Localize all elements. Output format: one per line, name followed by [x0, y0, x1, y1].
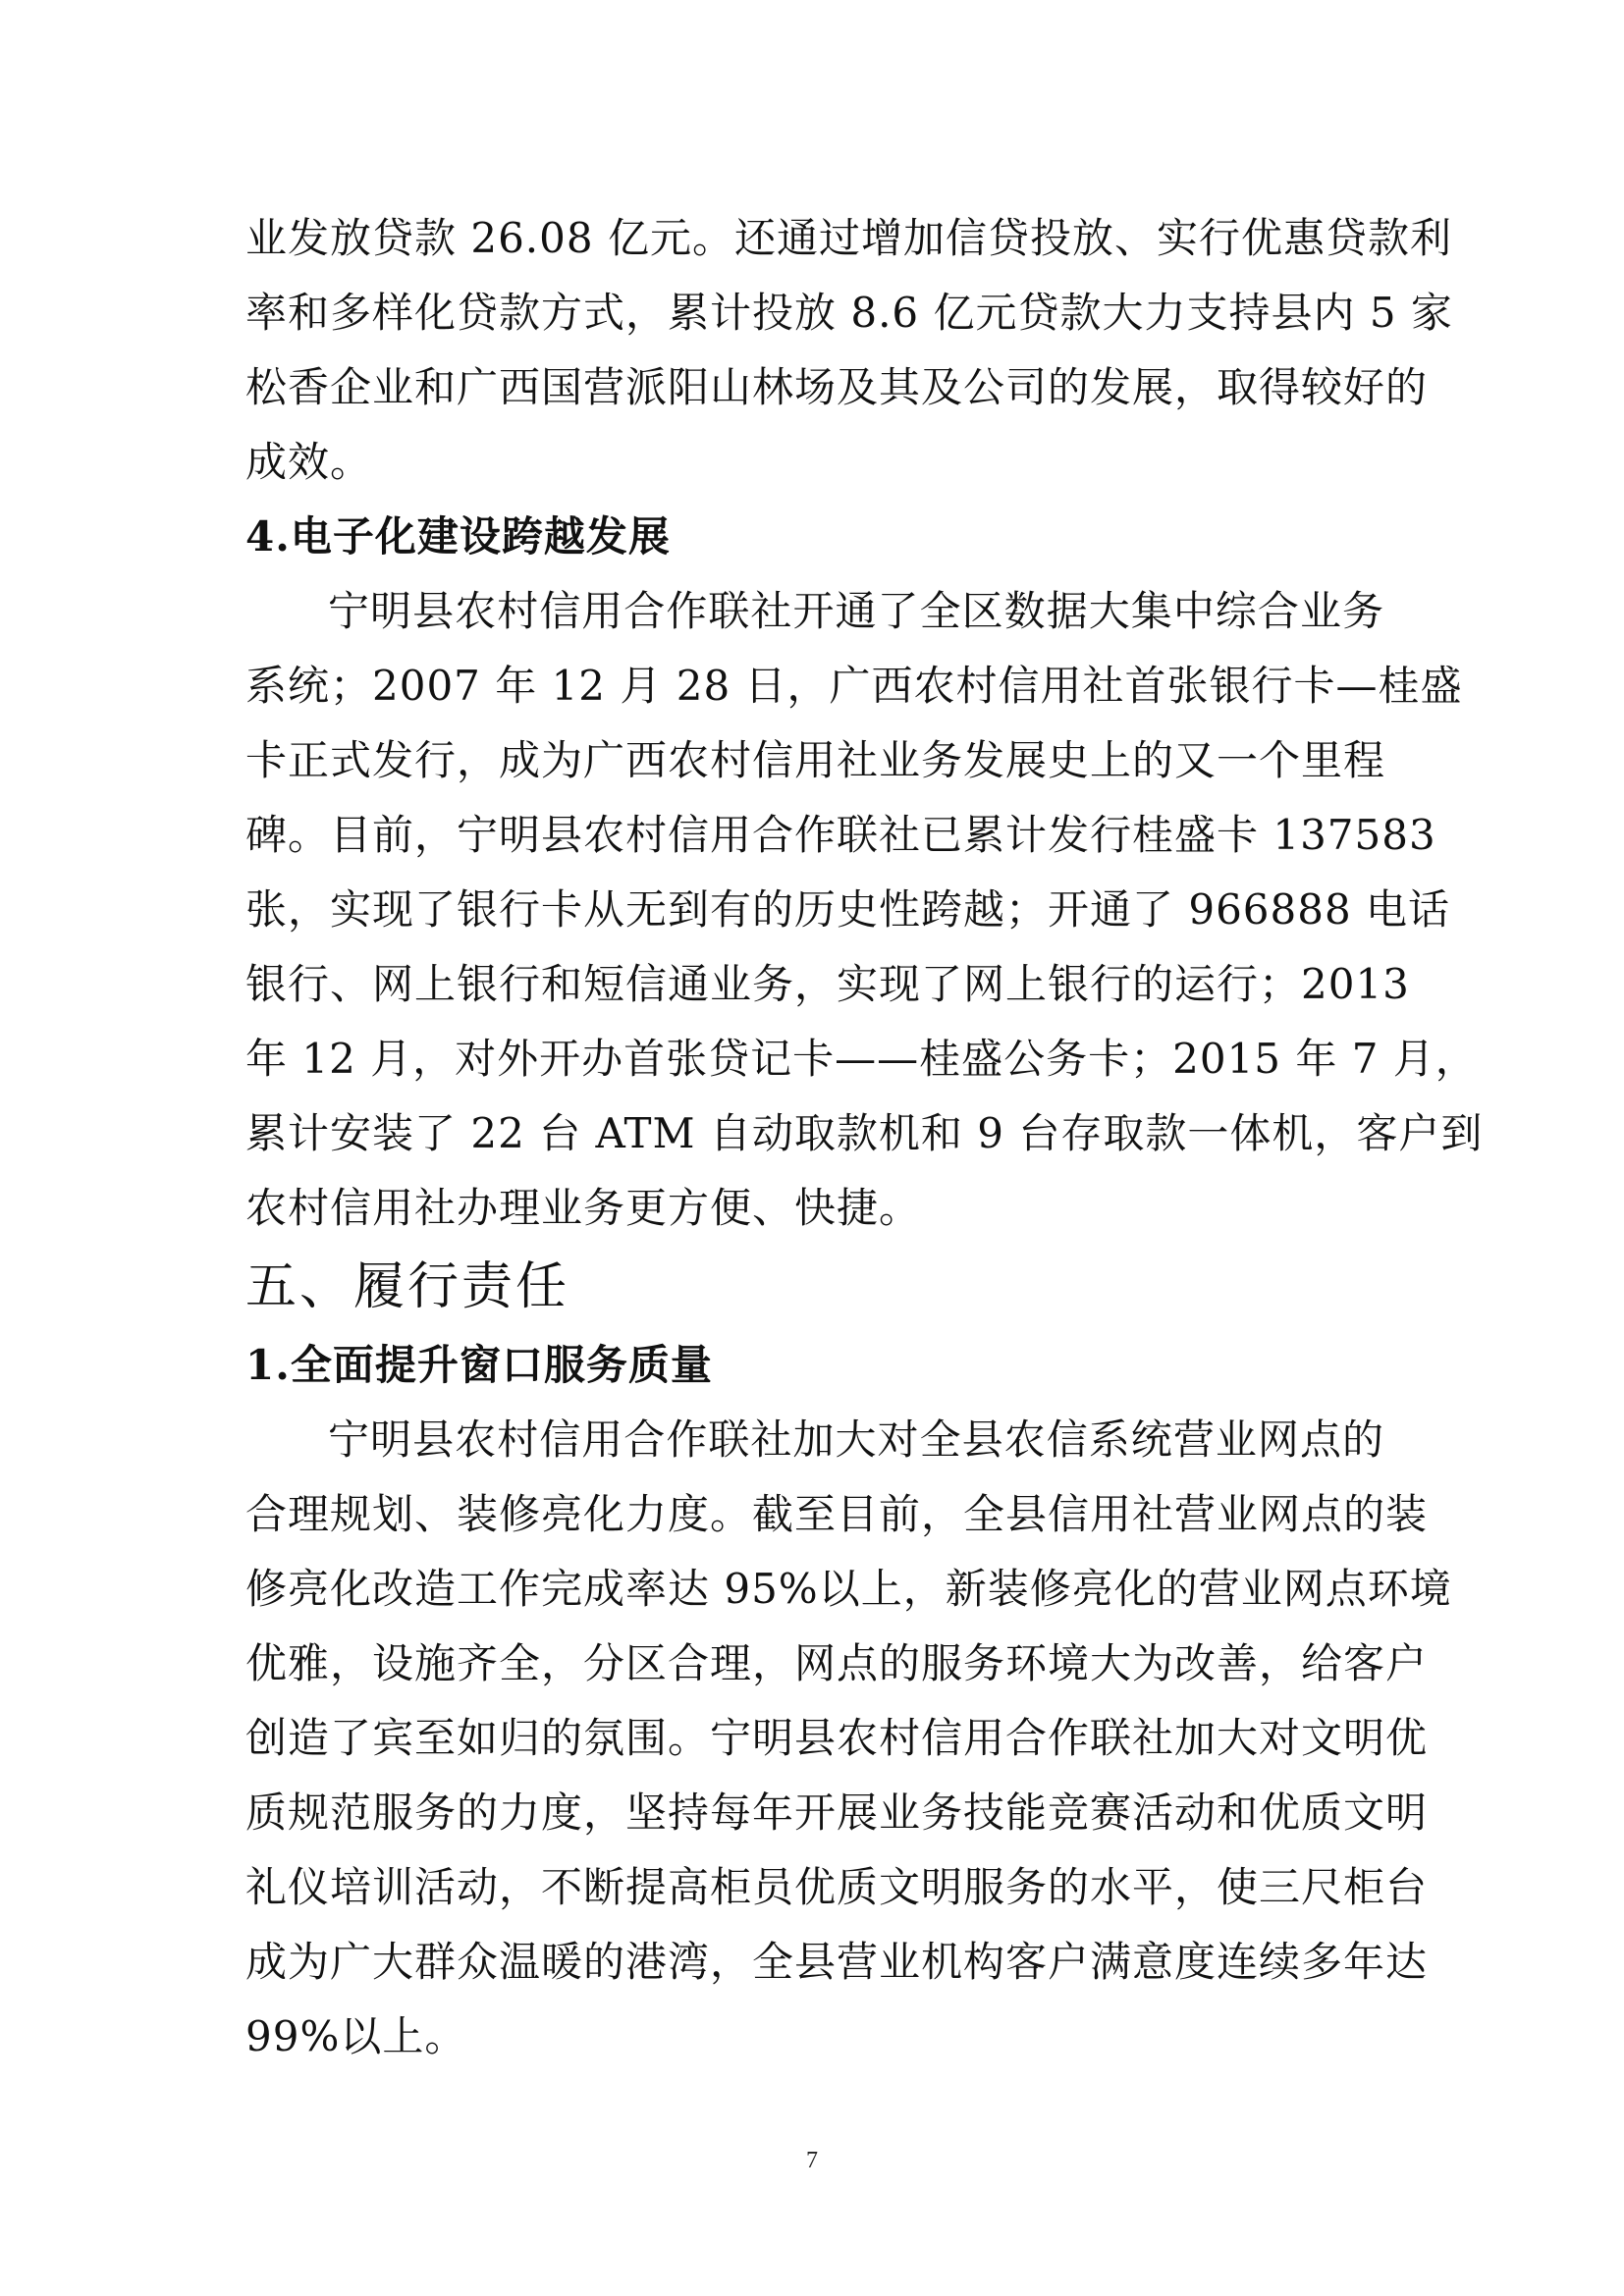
- body-line: 年 12 月，对外开办首张贷记卡——桂盛公务卡；2015 年 7 月，: [245, 1035, 1478, 1083]
- section-heading-fulfill-responsibility: 五、履行责任: [245, 1257, 570, 1316]
- subheading-electronic-construction: 4.电子化建设跨越发展: [245, 512, 671, 561]
- body-line: 创造了宾至如归的氛围。宁明县农村信用合作联社加大对文明优: [245, 1714, 1429, 1762]
- page-number: 7: [806, 2148, 818, 2173]
- body-line: 修亮化改造工作完成率达 95%以上，新装修亮化的营业网点环境: [245, 1565, 1452, 1613]
- page-content: [245, 201, 1484, 2074]
- body-line: 率和多样化贷款方式，累计投放 8.6 亿元贷款大力支持县内 5 家: [245, 289, 1453, 337]
- body-line: 质规范服务的力度，坚持每年开展业务技能竞赛活动和优质文明: [245, 1789, 1429, 1837]
- paragraph-first-line: 宁明县农村信用合作联社开通了全区数据大集中综合业务: [328, 587, 1384, 635]
- body-line: 银行、网上银行和短信通业务，实现了网上银行的运行；2013: [245, 960, 1410, 1008]
- body-line: 卡正式发行，成为广西农村信用社业务发展史上的又一个里程: [245, 736, 1386, 784]
- body-line: 农村信用社办理业务更方便、快捷。: [245, 1184, 922, 1232]
- body-line: 合理规划、装修亮化力度。截至目前，全县信用社营业网点的装: [245, 1490, 1429, 1538]
- paragraph-first-line: 宁明县农村信用合作联社加大对全县农信系统营业网点的: [328, 1415, 1384, 1464]
- body-line: 张，实现了银行卡从无到有的历史性跨越；开通了 966888 电话: [245, 885, 1451, 934]
- body-line: 系统；2007 年 12 月 28 日，广西农村信用社首张银行卡—桂盛: [245, 662, 1463, 710]
- body-line: 99%以上。: [245, 2012, 467, 2060]
- body-line: 优雅，设施齐全，分区合理，网点的服务环境大为改善，给客户: [245, 1639, 1429, 1687]
- body-line: 累计安装了 22 台 ATM 自动取款机和 9 台存取款一体机，客户到: [245, 1109, 1484, 1157]
- body-line: 成效。: [245, 438, 373, 486]
- subheading-window-service: 1.全面提升窗口服务质量: [245, 1341, 713, 1389]
- body-line: 业发放贷款 26.08 亿元。还通过增加信贷投放、实行优惠贷款利: [245, 214, 1452, 262]
- body-line: 成为广大群众温暖的港湾，全县营业机构客户满意度连续多年达: [245, 1938, 1429, 1986]
- body-line: 松香企业和广西国营派阳山林场及其及公司的发展，取得较好的: [245, 363, 1429, 411]
- body-line: 碑。目前，宁明县农村信用合作联社已累计发行桂盛卡 137583: [245, 811, 1436, 859]
- body-line: 礼仪培训活动，不断提高柜员优质文明服务的水平，使三尺柜台: [245, 1863, 1429, 1911]
